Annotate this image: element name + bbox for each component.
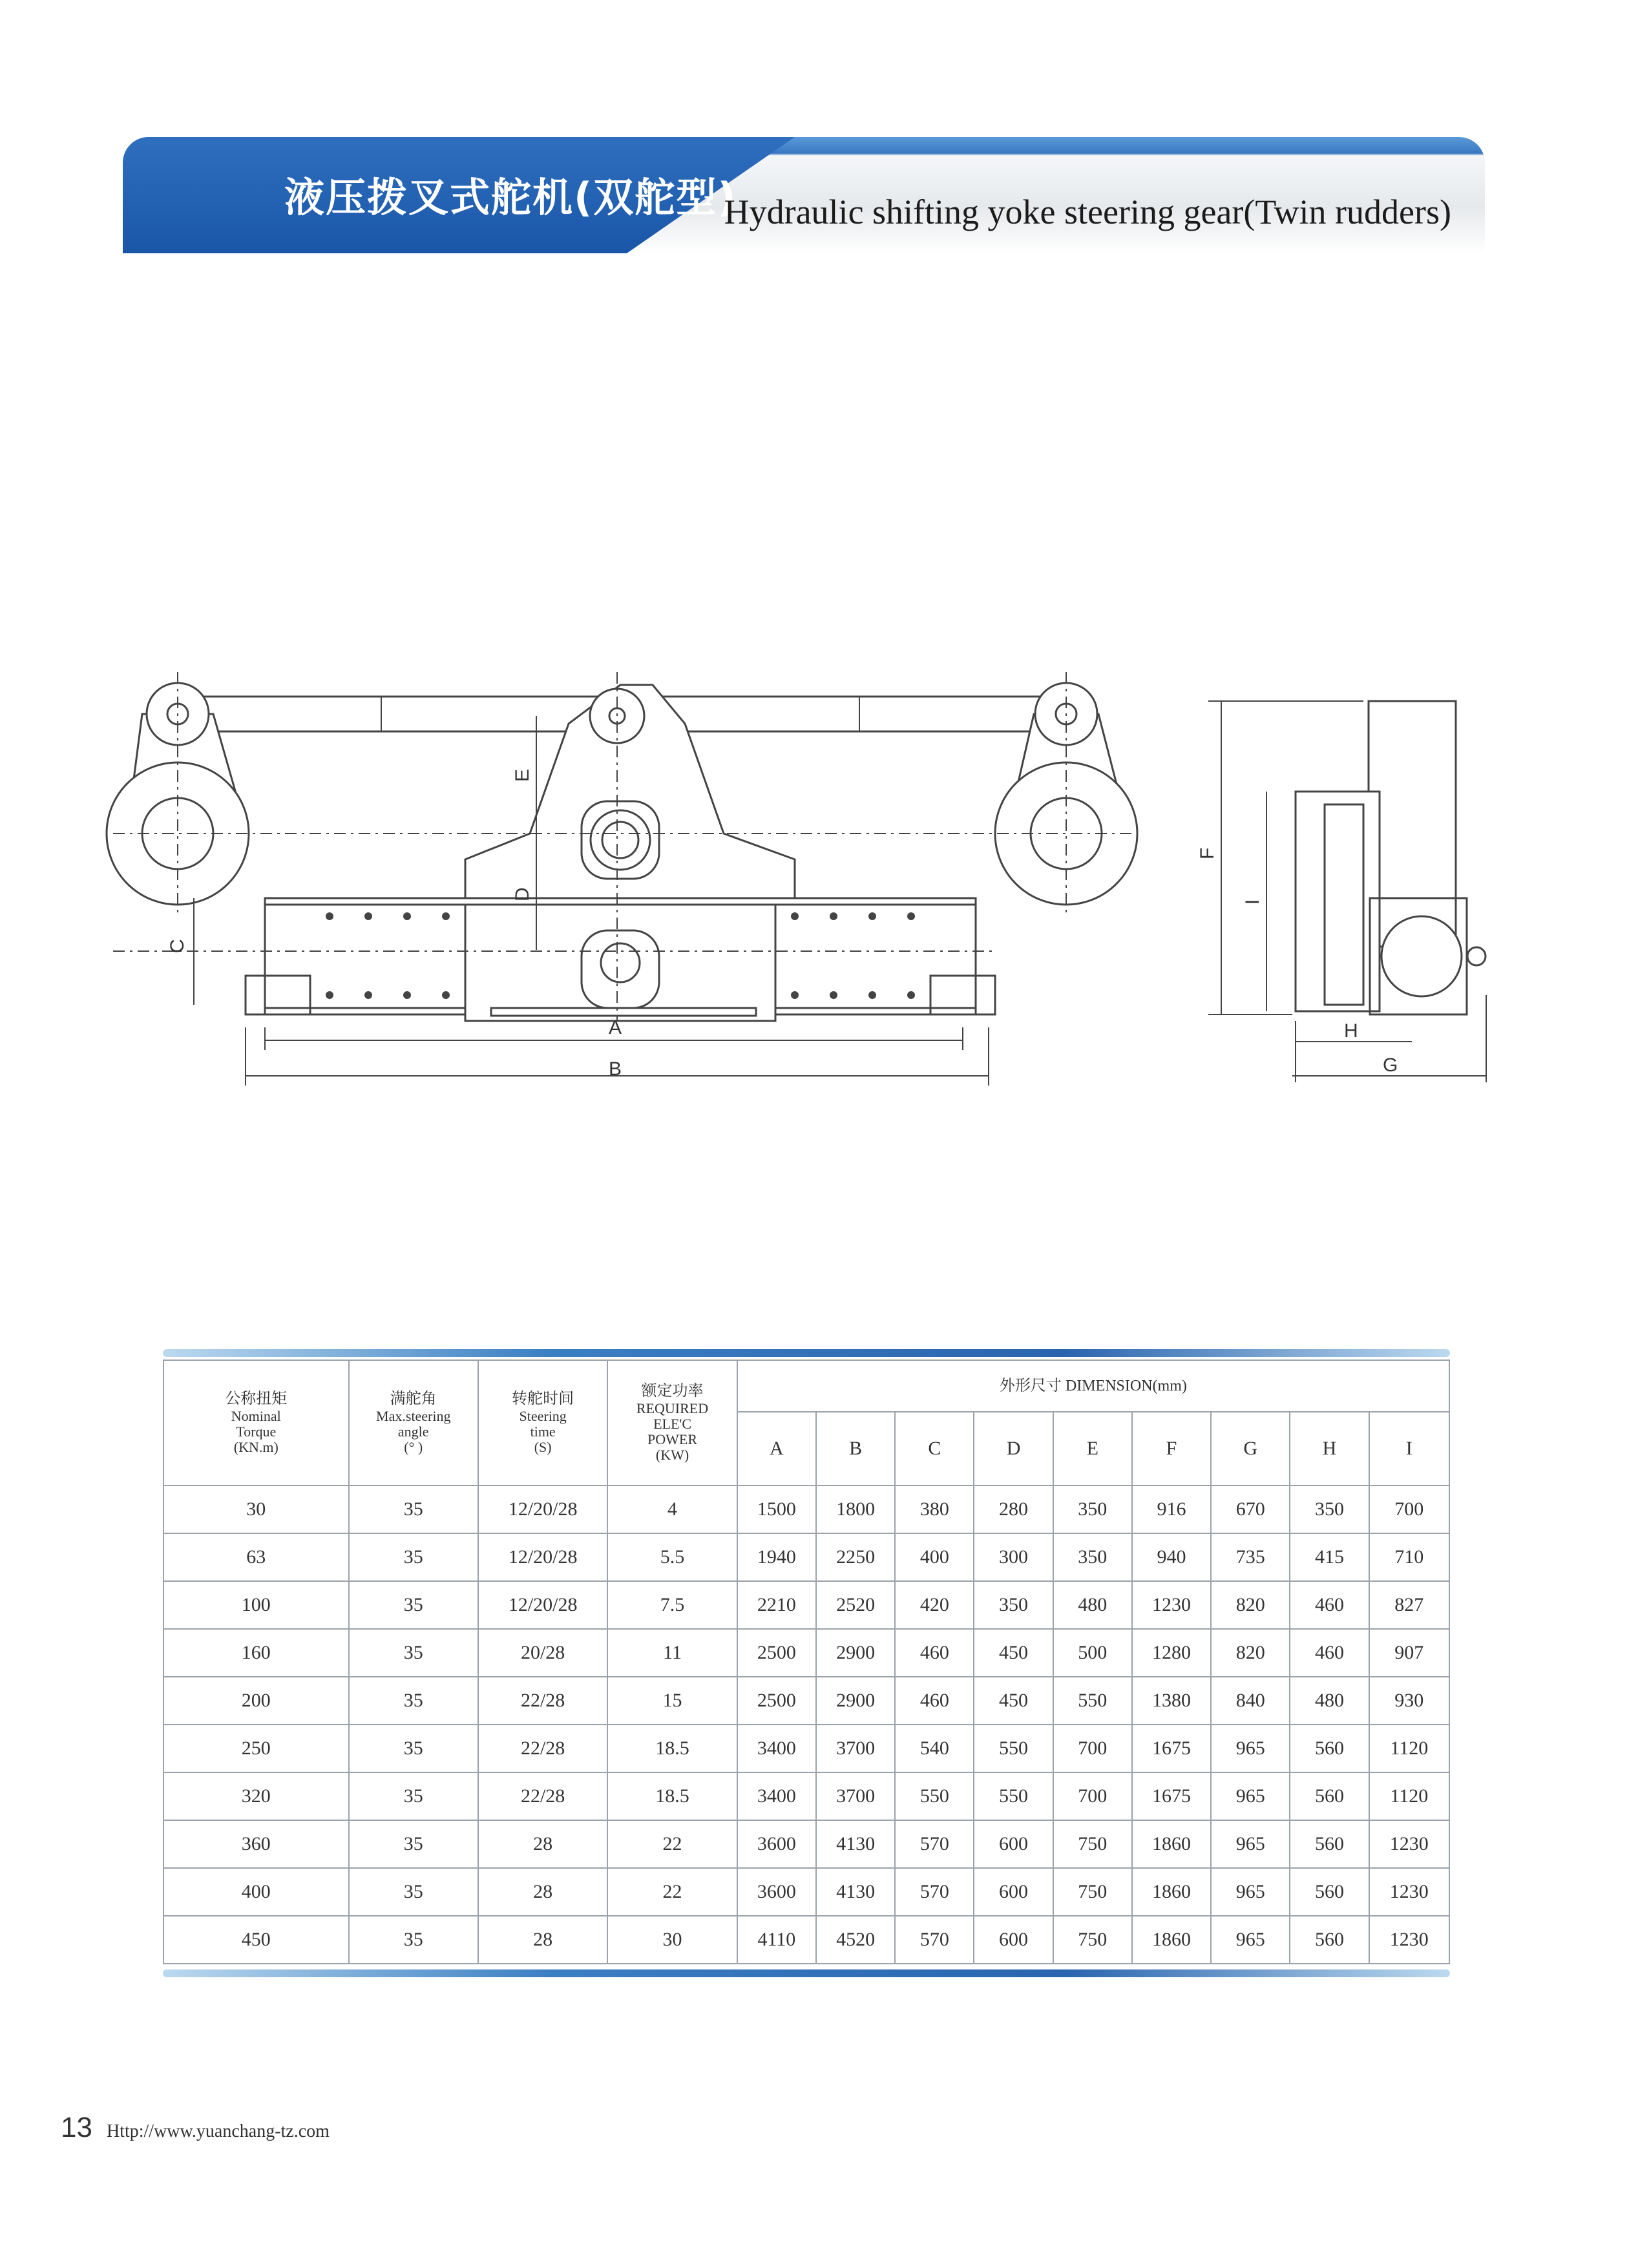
- header-dim-i: I: [1369, 1412, 1449, 1486]
- table-cell: 600: [974, 1820, 1053, 1868]
- table-cell: 907: [1369, 1629, 1449, 1677]
- table-cell: 1120: [1369, 1725, 1449, 1772]
- table-cell: 380: [895, 1486, 974, 1533]
- table-cell: 35: [349, 1820, 478, 1868]
- table-cell: 670: [1211, 1486, 1290, 1533]
- header-power: 额定功率 REQUIRED ELE'C POWER (KW): [607, 1360, 737, 1486]
- table-cell: 550: [1053, 1677, 1132, 1725]
- table-cell: 700: [1053, 1725, 1132, 1772]
- table-cell: 11: [607, 1629, 737, 1677]
- table-cell: 460: [895, 1677, 974, 1725]
- table-cell: 300: [974, 1533, 1053, 1581]
- table-cell: 280: [974, 1486, 1053, 1533]
- table-cell: 22/28: [478, 1725, 607, 1772]
- table-cell: 1800: [816, 1486, 895, 1533]
- table-cell: 20/28: [478, 1629, 607, 1677]
- table-cell: 965: [1211, 1772, 1290, 1820]
- table-cell: 22: [607, 1820, 737, 1868]
- table-cell: 750: [1053, 1820, 1132, 1868]
- table-cell: 450: [974, 1629, 1053, 1677]
- table-cell: 965: [1211, 1916, 1290, 1964]
- table-cell: 710: [1369, 1533, 1449, 1581]
- spec-table-wrapper: [163, 1349, 1450, 1977]
- table-cell: 965: [1211, 1820, 1290, 1868]
- table-top-rule: [163, 1349, 1450, 1357]
- table-cell: 560: [1290, 1868, 1369, 1916]
- table-cell: 12/20/28: [478, 1486, 607, 1533]
- table-cell: 460: [895, 1629, 974, 1677]
- table-cell: 4520: [816, 1916, 895, 1964]
- table-cell: 560: [1290, 1820, 1369, 1868]
- table-cell: 35: [349, 1916, 478, 1964]
- table-cell: 35: [349, 1677, 478, 1725]
- table-cell: 28: [478, 1916, 607, 1964]
- table-cell: 22/28: [478, 1677, 607, 1725]
- table-cell: 550: [974, 1772, 1053, 1820]
- page-number: 13: [61, 2112, 92, 2143]
- table-cell: 750: [1053, 1868, 1132, 1916]
- table-cell: 420: [895, 1581, 974, 1629]
- table-cell: 570: [895, 1868, 974, 1916]
- table-cell: 15: [607, 1677, 737, 1725]
- table-cell: 3400: [737, 1772, 816, 1820]
- table-row: [163, 1820, 1449, 1868]
- table-cell: 4110: [737, 1916, 816, 1964]
- table-cell: 350: [1053, 1533, 1132, 1581]
- table-cell: 1860: [1132, 1868, 1211, 1916]
- table-row: [163, 1725, 1449, 1772]
- table-cell: 1675: [1132, 1772, 1211, 1820]
- table-cell: 4130: [816, 1820, 895, 1868]
- dim-label-f: F: [1197, 847, 1218, 859]
- header-dim-a: A: [737, 1412, 816, 1486]
- table-cell: 1500: [737, 1486, 816, 1533]
- spec-table: [163, 1360, 1450, 1964]
- table-cell: 2250: [816, 1533, 895, 1581]
- table-cell: 415: [1290, 1533, 1369, 1581]
- table-cell: 160: [163, 1629, 349, 1677]
- header-dim-h: H: [1290, 1412, 1369, 1486]
- table-cell: 965: [1211, 1725, 1290, 1772]
- title-english: Hydraulic shifting yoke steering gear(Twin rudders): [724, 193, 1451, 231]
- table-cell: 570: [895, 1820, 974, 1868]
- header-angle: 满舵角 Max.steering angle (° ): [349, 1360, 478, 1486]
- table-row: [163, 1677, 1449, 1725]
- table-cell: 2520: [816, 1581, 895, 1629]
- table-cell: 2500: [737, 1629, 816, 1677]
- table-cell: 480: [1053, 1581, 1132, 1629]
- dim-label-c: C: [167, 939, 188, 953]
- dim-label-i: I: [1242, 899, 1263, 905]
- table-cell: 3700: [816, 1725, 895, 1772]
- table-cell: 460: [1290, 1581, 1369, 1629]
- header-row-1: [163, 1360, 1449, 1412]
- dim-label-d: D: [512, 887, 533, 901]
- table-cell: 450: [974, 1677, 1053, 1725]
- table-cell: 550: [895, 1772, 974, 1820]
- table-row: [163, 1581, 1449, 1629]
- table-cell: 820: [1211, 1629, 1290, 1677]
- table-cell: 250: [163, 1725, 349, 1772]
- table-cell: 18.5: [607, 1772, 737, 1820]
- table-cell: 460: [1290, 1629, 1369, 1677]
- table-cell: 63: [163, 1533, 349, 1581]
- table-cell: 840: [1211, 1677, 1290, 1725]
- table-cell: 200: [163, 1677, 349, 1725]
- table-bottom-rule: [163, 1969, 1450, 1977]
- table-cell: 940: [1132, 1533, 1211, 1581]
- table-cell: 1230: [1132, 1581, 1211, 1629]
- table-cell: 560: [1290, 1772, 1369, 1820]
- dim-label-h: H: [1344, 1020, 1358, 1042]
- table-cell: 1230: [1369, 1916, 1449, 1964]
- table-cell: 2900: [816, 1677, 895, 1725]
- table-cell: 28: [478, 1820, 607, 1868]
- table-cell: 916: [1132, 1486, 1211, 1533]
- table-cell: 1280: [1132, 1629, 1211, 1677]
- table-cell: 4: [607, 1486, 737, 1533]
- table-cell: 320: [163, 1772, 349, 1820]
- header-dim-e: E: [1053, 1412, 1132, 1486]
- table-cell: 700: [1053, 1772, 1132, 1820]
- table-cell: 965: [1211, 1868, 1290, 1916]
- table-cell: 1230: [1369, 1868, 1449, 1916]
- table-cell: 18.5: [607, 1725, 737, 1772]
- table-cell: 28: [478, 1868, 607, 1916]
- table-cell: 735: [1211, 1533, 1290, 1581]
- table-cell: 22/28: [478, 1772, 607, 1820]
- table-cell: 350: [974, 1581, 1053, 1629]
- dim-label-a: A: [609, 1017, 622, 1038]
- table-cell: 2900: [816, 1629, 895, 1677]
- table-cell: 500: [1053, 1629, 1132, 1677]
- table-cell: 35: [349, 1486, 478, 1533]
- header-torque: 公称扭矩 Nominal Torque (KN.m): [163, 1360, 349, 1486]
- table-cell: 600: [974, 1868, 1053, 1916]
- table-row: [163, 1868, 1449, 1916]
- table-cell: 35: [349, 1581, 478, 1629]
- table-row: [163, 1533, 1449, 1581]
- table-cell: 350: [1290, 1486, 1369, 1533]
- table-cell: 400: [163, 1868, 349, 1916]
- table-cell: 827: [1369, 1581, 1449, 1629]
- table-cell: 22: [607, 1868, 737, 1916]
- dim-label-b: B: [609, 1058, 622, 1080]
- table-cell: 35: [349, 1629, 478, 1677]
- table-cell: 30: [163, 1486, 349, 1533]
- table-cell: 35: [349, 1772, 478, 1820]
- table-cell: 1860: [1132, 1916, 1211, 1964]
- footer-url[interactable]: Http://www.yuanchang-tz.com: [106, 2121, 330, 2141]
- table-row: [163, 1629, 1449, 1677]
- table-cell: 930: [1369, 1677, 1449, 1725]
- table-cell: 2210: [737, 1581, 816, 1629]
- header-dim-d: D: [974, 1412, 1053, 1486]
- table-cell: 12/20/28: [478, 1533, 607, 1581]
- header-time: 转舵时间 Steering time (S): [478, 1360, 607, 1486]
- table-cell: 35: [349, 1868, 478, 1916]
- table-row: [163, 1772, 1449, 1820]
- table-cell: 3700: [816, 1772, 895, 1820]
- table-cell: 1120: [1369, 1772, 1449, 1820]
- table-cell: 2500: [737, 1677, 816, 1725]
- table-cell: 4130: [816, 1868, 895, 1916]
- table-cell: 1940: [737, 1533, 816, 1581]
- table-cell: 450: [163, 1916, 349, 1964]
- table-cell: 820: [1211, 1581, 1290, 1629]
- table-cell: 600: [974, 1916, 1053, 1964]
- table-cell: 7.5: [607, 1581, 737, 1629]
- spec-table-body: [163, 1486, 1449, 1964]
- table-cell: 12/20/28: [478, 1581, 607, 1629]
- header-dim-b: B: [816, 1412, 895, 1486]
- table-cell: 100: [163, 1581, 349, 1629]
- dim-label-e: E: [512, 768, 533, 782]
- table-cell: 550: [974, 1725, 1053, 1772]
- table-cell: 35: [349, 1533, 478, 1581]
- table-cell: 560: [1290, 1916, 1369, 1964]
- table-cell: 350: [1053, 1486, 1132, 1533]
- table-cell: 570: [895, 1916, 974, 1964]
- table-cell: 540: [895, 1725, 974, 1772]
- table-cell: 1860: [1132, 1820, 1211, 1868]
- header-dimension: 外形尺寸 DIMENSION(mm): [737, 1360, 1449, 1412]
- title-chinese: 液压拨叉式舵机(双舵型): [284, 174, 737, 221]
- table-cell: 30: [607, 1916, 737, 1964]
- table-row: [163, 1916, 1449, 1964]
- table-cell: 1380: [1132, 1677, 1211, 1725]
- table-cell: 700: [1369, 1486, 1449, 1533]
- header-dim-f: F: [1132, 1412, 1211, 1486]
- header-dim-c: C: [895, 1412, 974, 1486]
- table-cell: 750: [1053, 1916, 1132, 1964]
- header-dim-g: G: [1211, 1412, 1290, 1486]
- table-cell: 1230: [1369, 1820, 1449, 1868]
- table-cell: 480: [1290, 1677, 1369, 1725]
- table-cell: 360: [163, 1820, 349, 1868]
- table-cell: 3400: [737, 1725, 816, 1772]
- table-cell: 3600: [737, 1868, 816, 1916]
- page-footer: [61, 2112, 330, 2144]
- table-cell: 3600: [737, 1820, 816, 1868]
- table-cell: 560: [1290, 1725, 1369, 1772]
- table-cell: 5.5: [607, 1533, 737, 1581]
- table-cell: 400: [895, 1533, 974, 1581]
- table-cell: 35: [349, 1725, 478, 1772]
- table-row: [163, 1486, 1449, 1533]
- table-cell: 1675: [1132, 1725, 1211, 1772]
- dim-label-g: G: [1383, 1055, 1398, 1076]
